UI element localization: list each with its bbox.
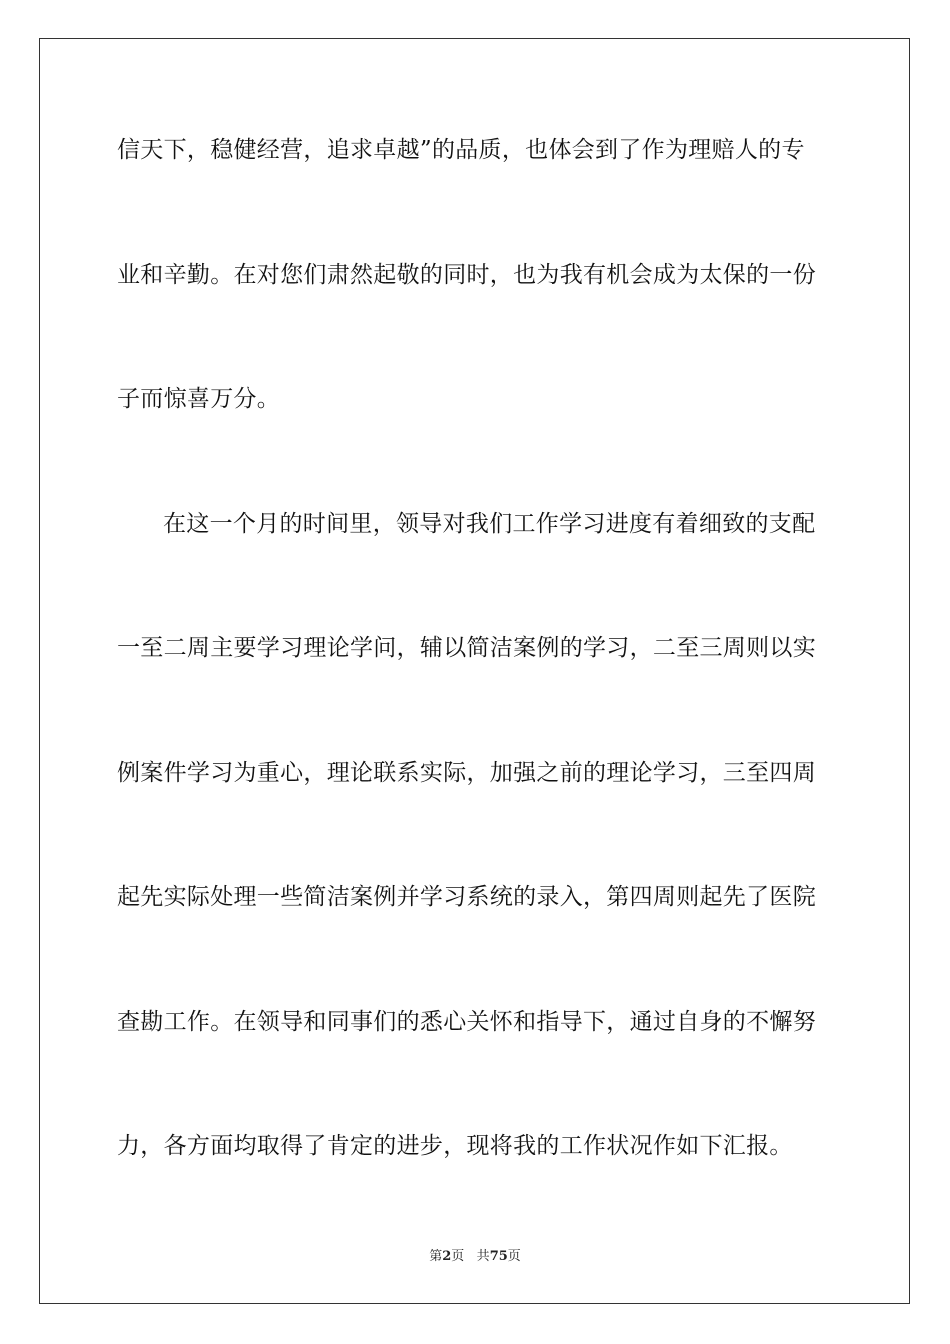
- page-footer: [0, 1249, 950, 1265]
- page-border: [39, 38, 910, 1304]
- page-number: 2: [442, 1249, 452, 1264]
- page-prefix: 第: [429, 1249, 443, 1264]
- page-suffix: 页: [451, 1249, 465, 1264]
- paragraph-1-line-2: 业和辛勤。在对您们肃然起敬的同时，也为我有机会成为太保的一份: [117, 262, 816, 288]
- total-prefix: 共: [476, 1249, 490, 1264]
- paragraph-1-line-1: 信天下，稳健经营，追求卓越”的品质，也体会到了作为理赔人的专: [117, 137, 805, 163]
- total-suffix: 页: [507, 1249, 521, 1264]
- paragraph-2-line-2: 一至二周主要学习理论学问，辅以简洁案例的学习，二至三周则以实: [117, 635, 816, 661]
- paragraph-2-line-6: 力，各方面均取得了肯定的进步，现将我的工作状况作如下汇报。: [117, 1133, 793, 1159]
- paragraph-2-line-4: 起先实际处理一些简洁案例并学习系统的录入，第四周则起先了医院: [117, 884, 816, 910]
- paragraph-1-line-3: 子而惊喜万分。: [117, 386, 281, 412]
- paragraph-2-line-3: 例案件学习为重心，理论联系实际，加强之前的理论学习，三至四周: [117, 760, 816, 786]
- paragraph-2-line-5: 查勘工作。在领导和同事们的悉心关怀和指导下，通过自身的不懈努: [117, 1009, 816, 1035]
- total-pages: 75: [489, 1249, 508, 1264]
- paragraph-2-line-1: 在这一个月的时间里，领导对我们工作学习进度有着细致的支配: [163, 511, 816, 537]
